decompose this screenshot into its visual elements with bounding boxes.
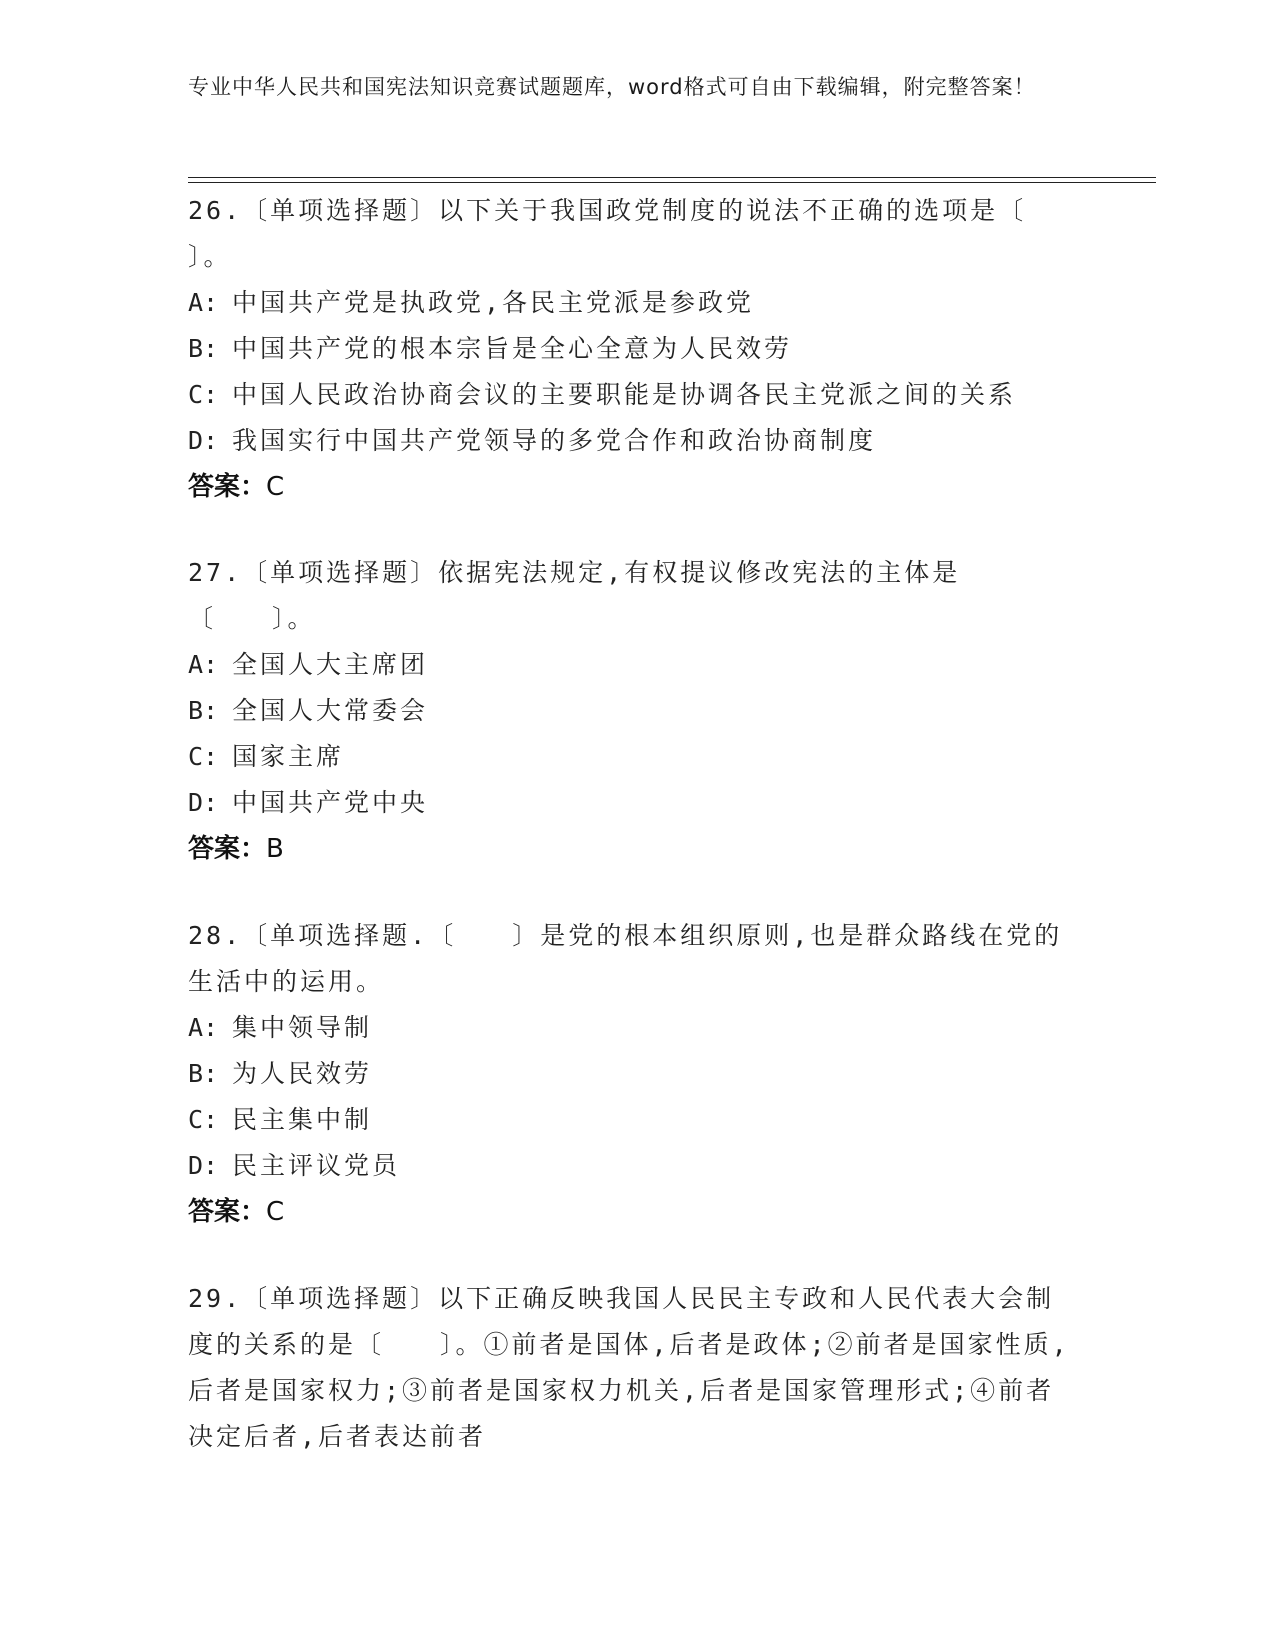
option-d [188,780,1078,826]
option-d [188,1143,1078,1189]
option-a [188,1005,1078,1051]
option-b [188,1051,1078,1097]
question-27 [188,550,1078,872]
option-text: 国家主席 [232,742,345,771]
question-stem: 27.〔单项选择题〕依据宪法规定,有权提议修改宪法的主体是〔 〕。 [188,558,961,633]
answer-label: 答案： [188,472,267,502]
document-header [188,72,1068,102]
option-a [188,642,1078,688]
option-text: 我国实行中国共产党领导的多党合作和政治协商制度 [232,426,877,455]
option-text: 民主评议党员 [232,1151,401,1180]
option-c [188,734,1078,780]
question-26 [188,188,1078,510]
answer-value: C [266,1197,285,1227]
question-stem: 28.〔单项选择题.〔 〕是党的根本组织原则,也是群众路线在党的生活中的运用。 [188,921,1063,996]
option-text: 中国共产党是执政党,各民主党派是参政党 [232,288,755,317]
option-c [188,372,1078,418]
option-text: 中国人民政治协商会议的主要职能是协调各民主党派之间的关系 [232,380,1017,409]
option-key: D: [188,1151,219,1180]
header-text: 专业中华人民共和国宪法知识竞赛试题题库，word格式可自由下载编辑，附完整答案！ [188,75,1036,99]
option-text: 中国共产党中央 [232,788,429,817]
option-key: B: [188,334,219,363]
option-key: D: [188,426,219,455]
option-key: C: [188,742,219,771]
option-text: 集中领导制 [232,1013,373,1042]
option-key: A: [188,1013,219,1042]
answer [188,1189,1078,1235]
option-key: C: [188,1105,219,1134]
header-divider-bottom [188,182,1156,183]
option-key: C: [188,380,219,409]
option-text: 为人民效劳 [232,1059,373,1088]
question-stem: 26.〔单项选择题〕以下关于我国政党制度的说法不正确的选项是〔 〕。 [188,196,1027,271]
answer [188,464,1078,510]
option-key: B: [188,1059,219,1088]
option-text: 民主集中制 [232,1105,373,1134]
option-key: B: [188,696,219,725]
option-text: 中国共产党的根本宗旨是全心全意为人民效劳 [232,334,793,363]
option-b [188,326,1078,372]
answer [188,826,1078,872]
option-text: 全国人大主席团 [232,650,429,679]
header-divider-top [188,177,1156,178]
option-b [188,688,1078,734]
answer-value: C [266,472,285,502]
option-key: A: [188,288,219,317]
answer-label: 答案： [188,1197,267,1227]
option-a [188,280,1078,326]
option-text: 全国人大常委会 [232,696,429,725]
option-key: A: [188,650,219,679]
question-stem: 29.〔单项选择题〕以下正确反映我国人民民主专政和人民代表大会制度的关系的是〔 〕。①前者是国体,后者是政体;②前者是国家性质,后者是国家权力;③前者是国家权力机关,后者是国家管理形式;④前者决定后者,后者表达前者 [188,1284,1070,1451]
answer-value: B [266,834,284,864]
question-28 [188,913,1078,1235]
option-key: D: [188,788,219,817]
option-c [188,1097,1078,1143]
question-29 [188,1276,1078,1460]
answer-label: 答案： [188,834,267,864]
option-d [188,418,1078,464]
